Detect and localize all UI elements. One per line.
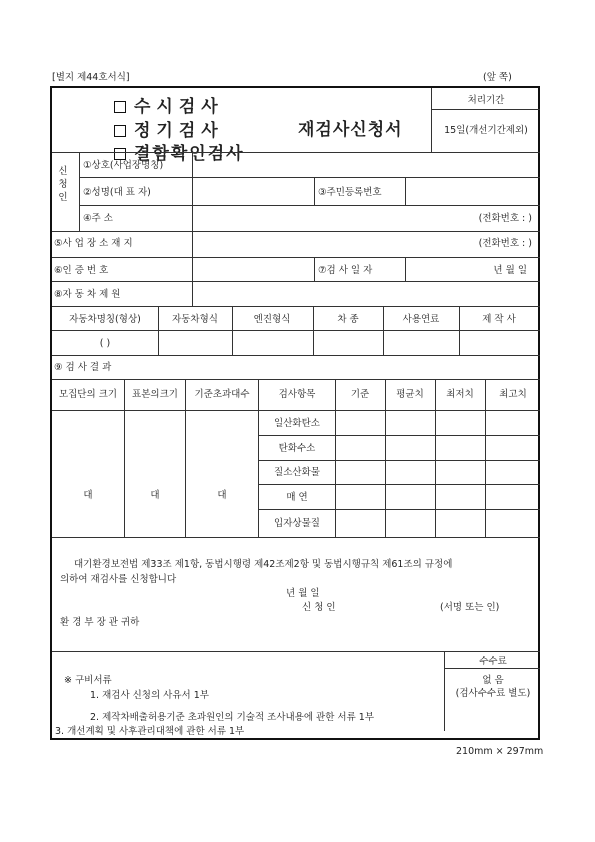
- cert-number-label: ⑥인 증 번 호: [54, 265, 109, 276]
- fee-label: 수수료: [479, 656, 507, 667]
- item-smoke: 매 연: [286, 492, 308, 503]
- checkbox-icon[interactable]: [114, 125, 126, 137]
- vehicle-col-model: 자동차형식: [172, 314, 218, 325]
- declaration-date[interactable]: 년 월 일: [286, 588, 320, 599]
- result-col-standard: 기준: [350, 389, 370, 400]
- representative-name-label: ②성명(대 표 자): [83, 187, 151, 198]
- vehicle-spec-label: ⑧자 동 차 제 원: [54, 289, 121, 300]
- fee-value: 없 음: [482, 675, 504, 686]
- form-number: [별지 제44호서식]: [52, 72, 130, 83]
- processing-period-value: 15일(개선기간제외): [444, 125, 528, 136]
- required-doc-3: 3. 개선계획 및 사후관리대책에 관한 서류 1부: [55, 726, 245, 737]
- declaration-line-2: 의하여 재검사를 신청합니다: [60, 574, 177, 585]
- exceed-unit: 대: [217, 490, 227, 501]
- result-col-item: 검사항목: [278, 389, 316, 400]
- item-pm: 입자상물질: [274, 518, 320, 529]
- paper-size: 210mm × 297mm: [456, 746, 544, 757]
- processing-period-label: 처리기간: [467, 95, 505, 106]
- option-regular-occasional[interactable]: 수시검사: [114, 97, 224, 116]
- option-periodic[interactable]: 정기검사: [114, 121, 224, 140]
- inspection-result-label: ⑨ 검 사 결 과: [54, 362, 112, 373]
- option-defect-check[interactable]: 결함확인검사: [114, 144, 245, 152]
- address-label: ④주 소: [83, 213, 113, 224]
- declaration-line-1: 대기환경보전법 제33조 제1항, 동법시행령 제42조제2항 및 동법시행규칙 제61조의 규정에: [74, 559, 453, 570]
- inspection-date-label: ⑦검 사 일 자: [318, 265, 373, 276]
- site-location-field[interactable]: [197, 234, 397, 254]
- signature-area[interactable]: (서명 또는 인): [440, 602, 500, 613]
- sample-unit: 대: [150, 490, 160, 501]
- result-col-max: 최고치: [499, 389, 527, 400]
- application-form: [50, 86, 540, 740]
- item-nox: 질소산화물: [274, 467, 320, 478]
- resident-number-label: ③주민등록번호: [318, 187, 382, 198]
- address-field[interactable]: [197, 208, 397, 228]
- applicant-group-label: 신 청 인: [58, 166, 68, 203]
- vehicle-col-name: 자동차명칭(형상): [69, 314, 141, 325]
- site-location-label: ⑤사 업 장 소 재 지: [54, 238, 133, 249]
- cert-number-field[interactable]: [197, 260, 307, 280]
- page-side: (앞 쪽): [483, 72, 512, 83]
- inspection-date-value[interactable]: 년 월 일: [493, 265, 527, 276]
- resident-number-field[interactable]: [409, 181, 537, 201]
- company-name-field[interactable]: [197, 156, 537, 174]
- vehicle-col-engine: 엔진형식: [253, 314, 291, 325]
- result-col-min: 최저치: [446, 389, 474, 400]
- result-col-population: 모집단의 크기: [58, 389, 118, 400]
- vehicle-col-type: 차 종: [337, 314, 359, 325]
- result-col-average: 평균치: [396, 389, 424, 400]
- result-col-sample: 표본의크기: [132, 389, 178, 400]
- item-hc: 탄화수소: [278, 443, 316, 454]
- form-title: 재검사신청서: [298, 120, 403, 140]
- checkbox-icon[interactable]: [114, 148, 126, 160]
- required-doc-1: 1. 재검사 신청의 사유서 1부: [90, 690, 209, 701]
- required-doc-2: 2. 제작차배출허용기준 초과원인의 기술적 조사내용에 관한 서류 1부: [90, 712, 375, 723]
- vehicle-shape-paren[interactable]: ( ): [99, 338, 111, 349]
- address-phone: (전화번호 : ): [478, 213, 532, 224]
- declaration-applicant: 신 청 인: [302, 602, 336, 613]
- result-col-exceed: 기준초과대수: [194, 389, 250, 400]
- representative-name-field[interactable]: [197, 181, 307, 201]
- company-name-label: ①상호(사업장명칭): [83, 160, 164, 171]
- site-phone: (전화번호 : ): [478, 238, 532, 249]
- vehicle-col-fuel: 사용연료: [402, 314, 440, 325]
- checkbox-icon[interactable]: [114, 101, 126, 113]
- required-docs-title: ※ 구비서류: [64, 675, 112, 686]
- item-co: 일산화탄소: [274, 418, 320, 429]
- fee-note: (검사수수료 별도): [455, 688, 531, 699]
- vehicle-col-maker: 제 작 사: [482, 314, 516, 325]
- addressee: 환 경 부 장 관 귀하: [60, 617, 140, 628]
- population-unit: 대: [83, 490, 93, 501]
